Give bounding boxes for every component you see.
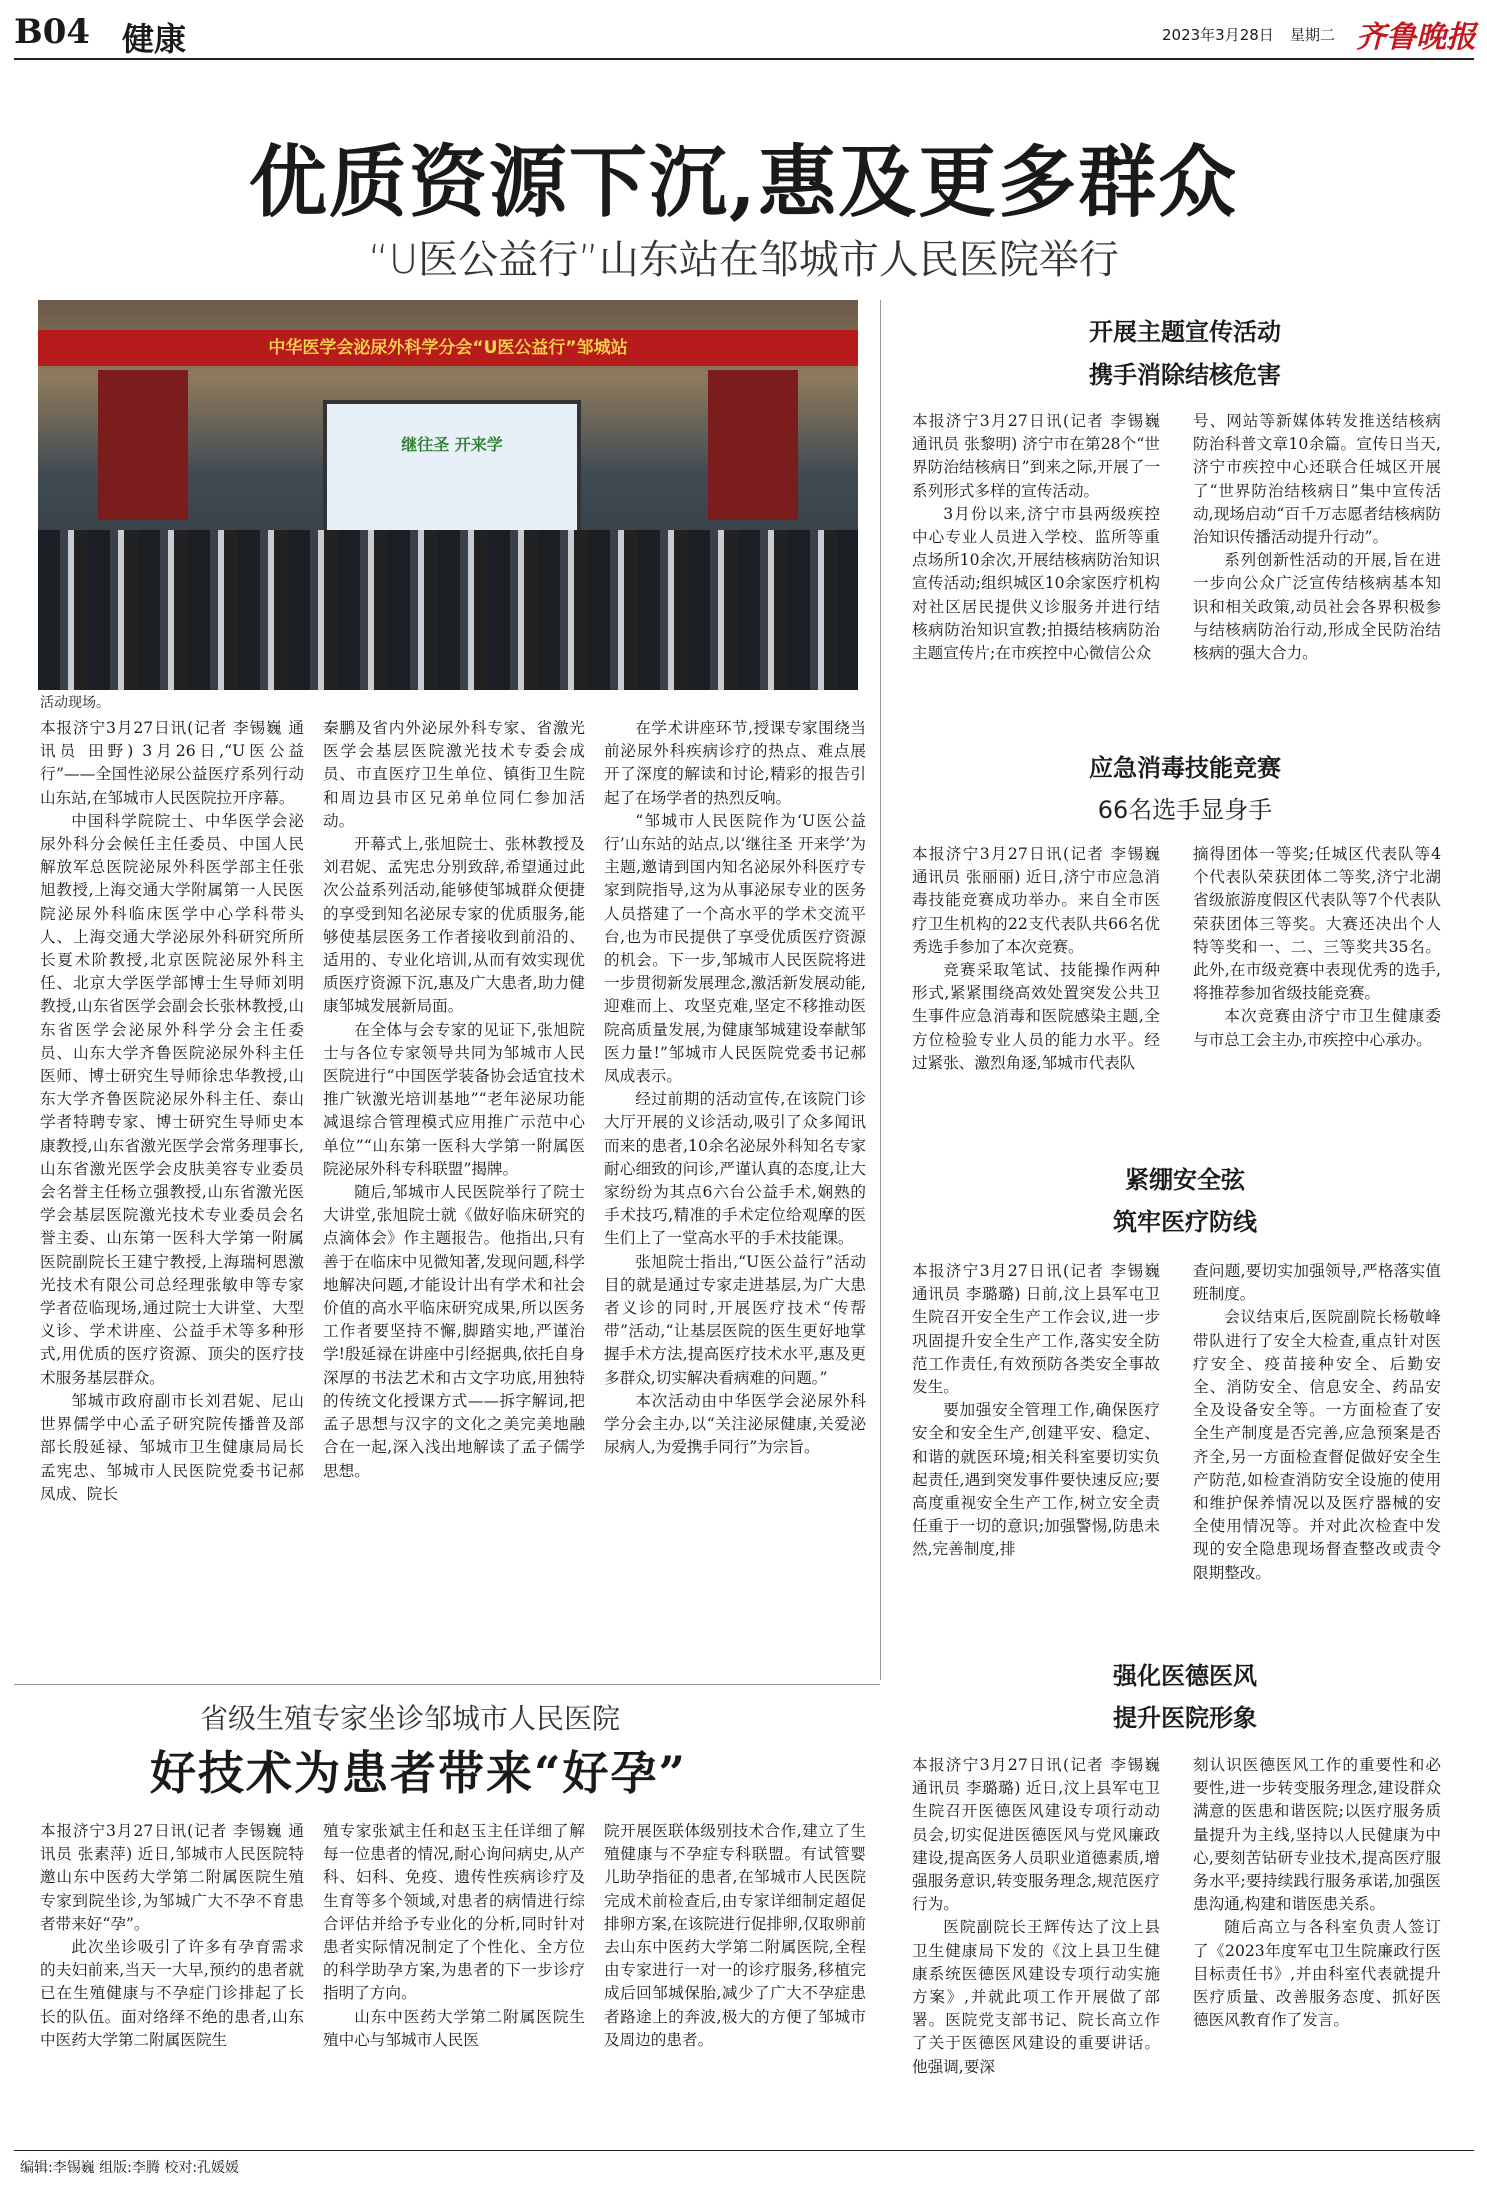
photo-caption: 活动现场。 [40, 695, 110, 711]
right-article-4-subtitle: 提升医院形象 [1113, 1703, 1257, 1732]
main-article-column-1 [40, 717, 304, 1506]
paragraph: 秦鹏及省内外泌尿外科专家、省激光医学会基层医院激光技术专委会成员、市直医疗卫生单位、镇街卫生院和周边县市区兄弟单位同仁参加活动。 [323, 719, 585, 830]
right-article-1-column-1 [912, 410, 1160, 665]
right-article-2-column-1 [912, 843, 1160, 1075]
paragraph: 中国科学院院士、中华医学会泌尿外科分会候任主任委员、中国人民解放军总医院泌尿外科医学部主任张旭教授,上海交通大学附属第一人民医院泌尿外科临床医学中心学科带头人、上海交通大学泌尿外科研究所所长夏术阶教授,北京医院泌尿外科主任、北京大学医学部博士生导师刘明教授,山东省医学会副会长张林教授,山东省医学会泌尿外科学分会主任委员、山东大学齐鲁医院泌尿外科主任医师、博士研究生导师徐忠华教授,山东大学齐鲁医院泌尿外科主任、泰山学者特聘专家、博士研究生导师史本康教授,山东省激光医学会常务理事长,山东省激光医学会皮肤美容专业委员会名誉主任杨立强教授,山东省激光医学会基层医院激光技术专业委员会名誉主委、山东第一医科大学第一附属医院副院长王建宁教授,上海瑞柯恩激光技术有限公司总经理张敏申等专家学者莅临现场,通过院士大讲堂、大型义诊、学术讲座、公益手术等多种形式,用优质的医疗资源、顶尖的医疗技术服务基层群众。 [40, 811, 304, 1387]
right-article-1-column-2 [1193, 410, 1441, 665]
right-article-2-column-2 [1193, 843, 1441, 1052]
paragraph: 在全体与会专家的见证下,张旭院士与各位专家领导共同为邹城市人民医院进行“中国医学装备协会适宜技术推广钬激光培训基地”“老年泌尿功能减退综合管理模式应用推广示范中心单位”“山东第一医科大学第一附属医院泌尿外科专科联盟”揭牌。 [323, 1020, 585, 1178]
paragraph: 摘得团体一等奖;任城区代表队等4个代表队荣获团体二等奖,济宁北湖省级旅游度假区代表队等7个代表队荣获团体三等奖。大赛还决出个人特等奖和一、二、三等奖共35名。此外,在市级竞赛中表现优秀的选手,将推荐参加省级技能竞赛。 [1193, 845, 1441, 1003]
main-article-column-3 [604, 717, 866, 1460]
paragraph: 查问题,要切实加强领导,严格落实值班制度。 [1193, 1262, 1441, 1304]
event-photo [38, 300, 858, 690]
bottom-article-column-1 [40, 1820, 304, 2052]
paragraph: 随后,邹城市人民医院举行了院士大讲堂,张旭院士就《做好临床研究的点滴体会》作主题报告。他指出,只有善于在临床中见微知著,发现问题,科学地解决问题,才能设计出有学术和社会价值的高水平临床研究成果,所以医务工作者要坚持不懈,脚踏实地,严谨治学!殷延禄在讲座中引经据典,依托自身深厚的书法艺术和古文字功底,用独特的传统文化授课方式——拆字解词,把孟子思想与汉字的文化之美完美地融合在一起,深入浅出地解读了孟子儒学思想。 [323, 1183, 585, 1480]
main-headline: 优质资源下沉,惠及更多群众 [248, 137, 1239, 228]
right-article-4-column-2 [1193, 1754, 1441, 2032]
footer-rule [14, 2150, 1474, 2151]
paragraph: 邹城市政府副市长刘君妮、尼山世界儒学中心孟子研究院传播普及部部长殷延禄、邹城市卫生健康局局长孟宪忠、邹城市人民医院党委书记郝凤成、院长 [40, 1391, 304, 1503]
right-article-1-title: 开展主题宣传活动 [1089, 317, 1281, 346]
paragraph: 张旭院士指出,“U医公益行”活动目的就是通过专家走进基层,为广大患者义诊的同时,开展医疗技术“传帮带”活动,“让基层医院的医生更好地掌握手术方法,提高医疗技术水平,惠及更多群众,切实解决看病难的问题。” [604, 1252, 866, 1387]
paragraph: 系列创新性活动的开展,旨在进一步向公众广泛宣传结核病基本知识和相关政策,动员社会各界积极参与结核病防治行动,形成全民防治结核病的强大合力。 [1193, 551, 1441, 663]
paragraph: “邹城市人民医院作为‘U医公益行’山东站的站点,以‘继往圣 开来学’为主题,邀请到国内知名泌尿外科医疗专家到院指导,这为从事泌尿专业的医务人员搭建了一个高水平的学术交流平台,也为市民提供了享受优质医疗资源的机会。下一步,邹城市人民医院将进一步贯彻新发展理念,激活新发展动能,迎难而上、攻坚克难,坚定不移推动医院高质量发展,为健康邹城建设奉献邹医力量!”邹城市人民医院党委书记郝凤成表示。 [604, 811, 866, 1086]
photo-screen [323, 400, 581, 548]
right-article-3-column-2 [1193, 1260, 1441, 1585]
column-divider [880, 300, 881, 1680]
right-article-3-subtitle: 筑牢医疗防线 [1113, 1207, 1257, 1236]
paragraph: 号、网站等新媒体转发推送结核病防治科普文章10余篇。宣传日当天,济宁市疾控中心还联合任城区开展了“世界防治结核病日”集中宣传活动,现场启动“百千万志愿者结核病防治知识传播活动提升行动”。 [1193, 412, 1441, 547]
bottom-article-column-2 [323, 1820, 585, 2052]
right-article-2-subtitle: 66名选手显身手 [1097, 796, 1273, 824]
bottom-article-rule [14, 1684, 880, 1685]
paragraph: 此次坐诊吸引了许多有孕育需求的夫妇前来,当天一大早,预约的患者就已在生殖健康与不孕症门诊排起了长长的队伍。面对络绎不绝的患者,山东中医药大学第二附属医院生 [40, 1938, 304, 2049]
paragraph: 在学术讲座环节,授课专家围绕当前泌尿外科疾病诊疗的热点、难点展开了深度的解读和讨论,精彩的报告引起了在场学者的热烈反响。 [604, 719, 866, 807]
right-article-1-subtitle: 携手消除结核危害 [1089, 360, 1281, 389]
paragraph: 本报济宁3月27日讯(记者 李锡巍 通讯员 张素萍) 近日,邹城市人民医院特邀山东中医药大学第二附属医院生殖专家到院坐诊,为邹城广大不孕不育患者带来好“孕”。 [40, 1822, 304, 1933]
issue-date: 2023年3月28日 [1162, 26, 1274, 44]
paragraph: 开幕式上,张旭院士、张林教授及刘君妮、孟宪忠分别致辞,希望通过此次公益系列活动,能够使邹城群众便捷的享受到知名泌尿专家的优质服务,能够使基层医务工作者接收到前沿的、适用的、专业化培训,从而有效实现优质医疗资源下沉,惠及广大患者,助力健康邹城发展新局面。 [323, 835, 585, 1016]
paragraph: 3月份以来,济宁市县两级疾控中心专业人员进入学校、监所等重点场所10余次,开展结核病防治知识宣传活动;组织城区10余家医疗机构对社区居民提供义诊服务并进行结核病防治知识宣教;拍摄结核病防治主题宣传片;在市疾控中心微信公众 [912, 504, 1160, 663]
bottom-article-title: 好技术为患者带来“好孕” [150, 1746, 687, 1800]
paragraph: 刻认识医德医风工作的重要性和必要性,进一步转变服务理念,建设群众满意的医患和谐医院;以医疗服务质量提升为主线,坚持以人民健康为中心,要刻苦钻研专业技术,提高医疗服务水平;要持续践行服务承诺,加强医患沟通,构建和谐医患关系。 [1193, 1756, 1441, 1914]
editor-credits: 编辑:李锡巍 组版:李腾 校对:孔媛媛 [20, 2160, 240, 2176]
page-number: B04 [14, 12, 91, 52]
issue-weekday: 星期二 [1290, 26, 1336, 44]
photo-curtain-right [708, 370, 798, 520]
paragraph: 本报济宁3月27日讯(记者 李锡巍 通讯员 张丽丽) 近日,济宁市应急消毒技能竞赛成功举办。来自全市医疗卫生机构的22支代表队共66名优秀选手参加了本次竞赛。 [912, 845, 1160, 956]
newspaper-logo: 齐鲁晚报 [1356, 20, 1476, 55]
photo-audience [38, 530, 858, 690]
photo-screen-text: 继往圣 开来学 [401, 435, 503, 454]
paragraph: 院开展医联体级别技术合作,建立了生殖健康与不孕症专科联盟。有试管婴儿助孕指征的患者,在邹城市人民医院完成术前检查后,由专家详细制定超促排卵方案,在该院进行促排卵,仅取卵前去山东中医药大学第二附属医院,全程由专家进行一对一的诊疗服务,移植完成后回邹城保胎,减少了广大不孕症患者路途上的奔波,极大的方便了邹城市及周边的患者。 [604, 1822, 866, 2049]
right-article-4-title: 强化医德医风 [1113, 1661, 1257, 1690]
paragraph: 本报济宁3月27日讯(记者 李锡巍 通讯员 李璐璐) 近日,汶上县军屯卫生院召开医德医风建设专项行动动员会,切实促进医德医风与党风廉政建设,提高医务人员职业道德素质,增强服务意识,转变服务理念,规范医疗行为。 [912, 1756, 1160, 1914]
paragraph: 经过前期的活动宣传,在该院门诊大厅开展的义诊活动,吸引了众多闻讯而来的患者,10余名泌尿外科知名专家耐心细致的问诊,严谨认真的态度,让大家纷纷为其点6六台公益手术,娴熟的手术技巧,精准的手术定位给观摩的医生们上了一堂高水平的手术技能课。 [604, 1090, 866, 1248]
paragraph: 随后高立与各科室负责人签订了《2023年度军屯卫生院廉政行医目标责任书》,并由科室代表就提升医疗质量、改善服务态度、抓好医德医风教育作了发言。 [1193, 1918, 1441, 2030]
paragraph: 本次活动由中华医学会泌尿外科学分会主办,以“关注泌尿健康,关爱泌尿病人,为爱携手同行”为宗旨。 [604, 1391, 866, 1457]
header-rule [14, 58, 1474, 60]
photo-curtain-left [98, 370, 188, 520]
photo-banner: 中华医学会泌尿外科学分会“U医公益行”邹城站 [38, 330, 858, 366]
paragraph: 山东中医药大学第二附属医院生殖中心与邹城市人民医 [323, 2007, 585, 2049]
right-article-3-title: 紧绷安全弦 [1125, 1165, 1245, 1194]
paragraph: 要加强安全管理工作,确保医疗安全和安全生产,创建平安、稳定、和谐的就医环境;相关科室要切实负起责任,遇到突发事件要快速反应;要高度重视安全生产工作,树立安全责任重于一切的意识;加强警惕,防患未然,完善制度,排 [912, 1401, 1160, 1559]
section-name: 健康 [122, 20, 187, 58]
bottom-article-column-3 [604, 1820, 866, 2052]
bottom-article-subtitle: 省级生殖专家坐诊邹城市人民医院 [200, 1702, 621, 1735]
paragraph: 本报济宁3月27日讯(记者 李锡巍 通讯员 田野) 3月26日,“U医公益行”——全国性泌尿公益医疗系列行动山东站,在邹城市人民医院拉开序幕。 [40, 719, 304, 807]
paragraph: 本报济宁3月27日讯(记者 李锡巍 通讯员 张黎明) 济宁市在第28个“世界防治结核病日”到来之际,开展了一系列形式多样的宣传活动。 [912, 412, 1160, 500]
main-article-column-2 [323, 717, 585, 1483]
paragraph: 本次竞赛由济宁市卫生健康委与市总工会主办,市疾控中心承办。 [1193, 1007, 1441, 1049]
right-article-4-column-1 [912, 1754, 1160, 2079]
paragraph: 殖专家张斌主任和赵玉主任详细了解每一位患者的情况,耐心询问病史,从产科、妇科、免疫、遗传性疾病诊疗及生育等多个领域,对患者的病情进行综合评估并给予专业化的分析,同时针对患者实际情况制定了个性化、全方位的科学助孕方案,为患者的下一步诊疗指明了方向。 [323, 1822, 585, 2003]
right-article-3-column-1 [912, 1260, 1160, 1562]
paragraph: 竞赛采取笔试、技能操作两种形式,紧紧围绕高效处置突发公共卫生事件应急消毒和医院感染主题,全方位检验专业人员的能力水平。经过紧张、激烈角逐,邹城市代表队 [912, 961, 1160, 1072]
main-subheadline: “U医公益行”山东站在邹城市人民医院举行 [368, 237, 1119, 283]
paragraph: 本报济宁3月27日讯(记者 李锡巍 通讯员 李璐璐) 日前,汶上县军屯卫生院召开安全生产工作会议,进一步巩固提升安全生产工作,落实安全防范工作责任,有效预防各类安全事故发生。 [912, 1262, 1160, 1397]
paragraph: 医院副院长王辉传达了汶上县卫生健康局下发的《汶上县卫生健康系统医德医风建设专项行动实施方案》,并就此项工作开展做了部署。医院党支部书记、院长高立作了关于医德医风建设的重要讲话。他强调,要深 [912, 1918, 1160, 2076]
right-article-2-title: 应急消毒技能竞赛 [1089, 753, 1281, 782]
paragraph: 会议结束后,医院副院长杨敬峰带队进行了安全大检查,重点针对医疗安全、疫苗接种安全、后勤安全、消防安全、信息安全、药品安全及设备安全等。一方面检查了安全生产制度是否完善,应急预案是否齐全,另一方面检查督促做好安全生产防范,如检查消防安全设施的使用和维护保养情况以及医疗器械的安全使用情况等。并对此次检查中发现的安全隐患现场督查整改或责令限期整改。 [1193, 1308, 1441, 1582]
